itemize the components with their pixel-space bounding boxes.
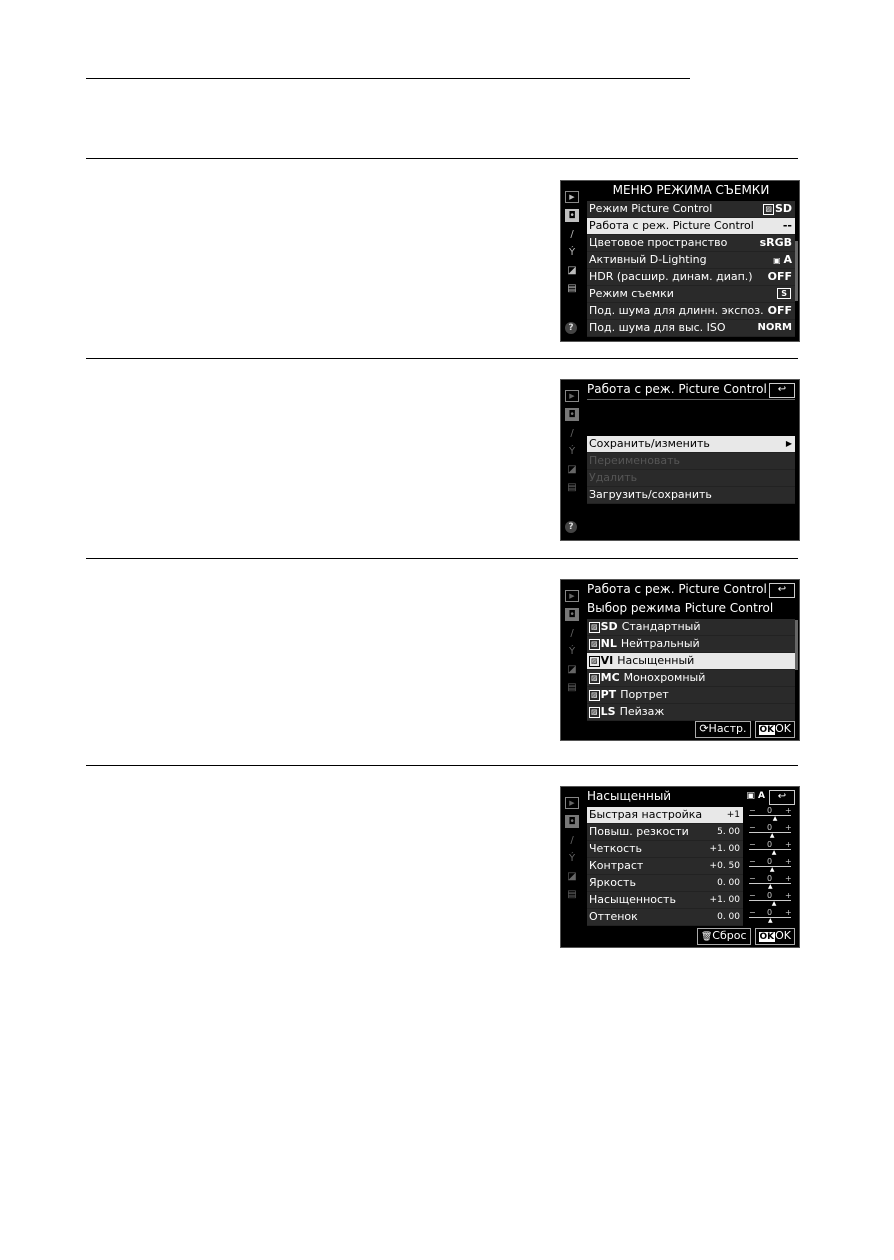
d-lighting-badge: ▣ A bbox=[746, 791, 765, 801]
parameter-row[interactable] bbox=[587, 909, 743, 926]
recent-settings-icon[interactable]: ▤ bbox=[567, 481, 577, 493]
menu-item-hdr[interactable] bbox=[587, 269, 795, 286]
scale-indicator-icon: ▲ bbox=[772, 815, 778, 822]
parameter-value: 0. 00 bbox=[717, 878, 740, 888]
section-rule-2 bbox=[86, 358, 798, 359]
menu-item-label: Цветовое пространство bbox=[589, 236, 728, 249]
scale-mark: − bbox=[749, 908, 756, 917]
menu-item-label: Под. шума для выс. ISO bbox=[589, 321, 726, 334]
picture-control-vivid[interactable]: ▨ VI Насыщенный bbox=[587, 653, 795, 670]
choose-picture-control-screen bbox=[560, 579, 800, 741]
parameter-label: Яркость bbox=[589, 876, 636, 889]
parameter-label: Быстрая настройка bbox=[589, 808, 703, 821]
scale-mark: − bbox=[749, 823, 756, 832]
menu-title: МЕНЮ РЕЖИМА СЪЕМКИ bbox=[612, 183, 770, 197]
parameter-row[interactable] bbox=[587, 807, 743, 824]
scale-mark: − bbox=[749, 840, 756, 849]
retouch-menu-icon[interactable]: ◪ bbox=[567, 663, 577, 675]
picture-control-portrait[interactable]: ▨ PT Портрет bbox=[587, 687, 795, 704]
menu-item-label: Работа с реж. Picture Control bbox=[589, 219, 754, 232]
help-icon[interactable]: ? bbox=[565, 322, 577, 334]
parameter-scale bbox=[745, 824, 795, 840]
adjust-button[interactable]: ⟳Настр. bbox=[695, 721, 750, 738]
menu-sidebar bbox=[561, 787, 583, 947]
retouch-menu-icon[interactable]: ◪ bbox=[567, 870, 577, 882]
parameter-scale bbox=[745, 841, 795, 857]
retouch-menu-icon[interactable]: ◪ bbox=[567, 264, 577, 276]
custom-settings-icon[interactable]: / bbox=[570, 228, 574, 240]
scale-mark: − bbox=[749, 891, 756, 900]
scale-mark: 0 bbox=[767, 823, 773, 832]
scale-mark: − bbox=[749, 857, 756, 866]
vivid-settings-screen bbox=[560, 786, 800, 948]
reset-button[interactable]: 🗑Сброс bbox=[697, 928, 751, 945]
playback-menu-icon[interactable]: ▶ bbox=[565, 191, 579, 203]
menu-item-label: Удалить bbox=[589, 471, 638, 484]
setup-menu-icon[interactable]: Ý bbox=[568, 645, 576, 657]
scale-line bbox=[749, 900, 791, 901]
menu-sidebar bbox=[561, 181, 583, 341]
d-lighting-icon: ▣ bbox=[746, 791, 759, 801]
parameter-row[interactable] bbox=[587, 858, 743, 875]
menu-sidebar bbox=[561, 580, 583, 740]
parameter-row[interactable] bbox=[587, 875, 743, 892]
menu-item-label: Режим Picture Control bbox=[589, 202, 713, 215]
screen-title: Насыщенный bbox=[587, 789, 672, 803]
menu-item-long-exposure-nr[interactable] bbox=[587, 303, 795, 320]
menu-item-rename[interactable] bbox=[587, 453, 795, 470]
scale-mark: 0 bbox=[767, 874, 773, 883]
picture-control-icon: ▨ bbox=[591, 623, 598, 631]
picture-control-label: Монохромный bbox=[623, 671, 706, 684]
scale-mark: + bbox=[785, 823, 792, 832]
trash-icon: 🗑 bbox=[700, 932, 713, 942]
screen-footer bbox=[695, 721, 795, 738]
setup-menu-icon[interactable]: Ý bbox=[568, 445, 576, 457]
custom-settings-icon[interactable]: / bbox=[570, 427, 574, 439]
setup-menu-icon[interactable]: Ý bbox=[568, 852, 576, 864]
menu-item-value: sRGB bbox=[759, 236, 792, 249]
manage-picture-control-screen bbox=[560, 379, 800, 541]
section-rule-4 bbox=[86, 765, 798, 766]
parameter-row[interactable] bbox=[587, 841, 743, 858]
shooting-menu-icon[interactable]: ◘ bbox=[565, 408, 579, 421]
shooting-menu-icon[interactable]: ◘ bbox=[565, 815, 579, 828]
picture-control-landscape[interactable]: ▨ LS Пейзаж bbox=[587, 704, 795, 721]
back-icon[interactable]: ↩ bbox=[769, 383, 795, 398]
scale-mark: + bbox=[785, 891, 792, 900]
parameter-value: 0. 00 bbox=[717, 912, 740, 922]
scale-line bbox=[749, 849, 791, 850]
shooting-menu-icon[interactable]: ◘ bbox=[565, 209, 579, 222]
scale-mark: + bbox=[785, 840, 792, 849]
parameter-row[interactable] bbox=[587, 824, 743, 841]
parameter-label: Оттенок bbox=[589, 910, 638, 923]
picture-control-icon: ▨ bbox=[591, 674, 598, 682]
parameter-value: +1. 00 bbox=[709, 895, 740, 905]
menu-item-delete[interactable] bbox=[587, 470, 795, 487]
picture-control-label: Нейтральный bbox=[620, 637, 700, 650]
picture-control-label: Стандартный bbox=[621, 620, 701, 633]
scrollbar[interactable] bbox=[795, 620, 798, 670]
parameter-label: Четкость bbox=[589, 842, 643, 855]
menu-item-value: NORM bbox=[757, 322, 792, 333]
picture-control-icon: ▨ bbox=[765, 205, 772, 213]
screen-subtitle: Выбор режима Picture Control bbox=[587, 601, 774, 615]
parameter-label: Контраст bbox=[589, 859, 644, 872]
menu-item-label: Сохранить/изменить bbox=[589, 437, 710, 450]
playback-menu-icon[interactable]: ▶ bbox=[565, 390, 579, 402]
scale-indicator-icon: ▲ bbox=[768, 883, 773, 890]
header-rule bbox=[86, 78, 690, 79]
scale-indicator-icon: ▲ bbox=[771, 849, 777, 856]
ok-button[interactable]: OKOK bbox=[755, 721, 796, 738]
scale-mark: 0 bbox=[767, 840, 773, 849]
scale-indicator-icon: ▲ bbox=[769, 832, 775, 839]
menu-item-value: -- bbox=[782, 219, 792, 232]
menu-item-value: OFF bbox=[767, 304, 792, 317]
menu-item-high-iso-nr[interactable] bbox=[587, 320, 795, 337]
picture-control-icon: ▨ bbox=[591, 708, 598, 716]
menu-item-label: HDR (расшир. динам. диап.) bbox=[589, 270, 753, 283]
picture-control-standard[interactable]: ▨ SD Стандартный bbox=[587, 619, 795, 636]
menu-item-value: ▨ SD bbox=[765, 202, 792, 215]
shooting-menu-screen bbox=[560, 180, 800, 342]
picture-control-label: Пейзаж bbox=[619, 705, 665, 718]
picture-control-label: Насыщенный bbox=[617, 654, 695, 667]
menu-item-label: Активный D-Lighting bbox=[589, 253, 707, 266]
scale-mark: 0 bbox=[767, 806, 773, 815]
scale-mark: + bbox=[785, 857, 792, 866]
parameter-scale bbox=[745, 892, 795, 908]
menu-item-manage-picture-control[interactable] bbox=[587, 218, 795, 235]
retouch-menu-icon[interactable]: ◪ bbox=[567, 463, 577, 475]
picture-control-neutral[interactable]: ▨ NL Нейтральный bbox=[587, 636, 795, 653]
parameter-scale bbox=[745, 807, 795, 823]
scale-mark: + bbox=[785, 806, 792, 815]
parameter-scale bbox=[745, 875, 795, 891]
parameter-scale bbox=[745, 858, 795, 874]
menu-item-label: Загрузить/сохранить bbox=[589, 488, 712, 501]
dial-icon: ⟳ bbox=[699, 722, 709, 735]
help-icon[interactable]: ? bbox=[565, 521, 577, 533]
recent-settings-icon[interactable]: ▤ bbox=[567, 282, 577, 294]
scale-mark: 0 bbox=[767, 857, 773, 866]
menu-item-shooting-mode[interactable] bbox=[587, 286, 795, 303]
menu-item-load-save[interactable] bbox=[587, 487, 795, 504]
menu-item-value: ▣ A bbox=[773, 253, 792, 266]
menu-item-active-d-lighting[interactable] bbox=[587, 252, 795, 269]
shooting-menu-icon[interactable]: ◘ bbox=[565, 608, 579, 621]
back-icon[interactable]: ↩ bbox=[769, 583, 795, 598]
chevron-right-icon: ▶ bbox=[785, 439, 792, 448]
picture-control-icon: ▨ bbox=[591, 691, 598, 699]
menu-item-label: Переименовать bbox=[589, 454, 681, 467]
custom-settings-icon[interactable]: / bbox=[570, 834, 574, 846]
menu-item-color-space[interactable] bbox=[587, 235, 795, 252]
picture-control-icon: ▨ bbox=[591, 640, 598, 648]
picture-control-icon: ▨ bbox=[591, 657, 598, 665]
scale-mark: + bbox=[785, 908, 792, 917]
screen-footer bbox=[697, 928, 795, 945]
section-rule-1 bbox=[86, 158, 798, 159]
title-divider bbox=[587, 399, 795, 400]
scale-mark: − bbox=[749, 874, 756, 883]
scale-indicator-icon: ▲ bbox=[769, 866, 775, 873]
screen-title: Работа с реж. Picture Control bbox=[587, 382, 767, 396]
parameter-label: Повыш. резкости bbox=[589, 825, 689, 838]
scale-mark: − bbox=[749, 806, 756, 815]
custom-settings-icon[interactable]: / bbox=[570, 627, 574, 639]
screen-title: Работа с реж. Picture Control bbox=[587, 582, 767, 596]
back-icon[interactable]: ↩ bbox=[769, 790, 795, 805]
d-lighting-icon: ▣ bbox=[773, 256, 784, 265]
parameter-scale bbox=[745, 909, 795, 925]
parameter-label: Насыщенность bbox=[589, 893, 676, 906]
menu-item-save-edit[interactable] bbox=[587, 436, 795, 453]
setup-menu-icon[interactable]: Ý bbox=[568, 246, 576, 258]
ok-icon: OK bbox=[759, 725, 775, 735]
section-rule-3 bbox=[86, 558, 798, 559]
scale-mark: + bbox=[785, 874, 792, 883]
scale-indicator-icon: ▲ bbox=[771, 900, 777, 907]
parameter-value: +0. 50 bbox=[709, 861, 740, 871]
scale-mark: 0 bbox=[767, 891, 773, 900]
menu-item-label: Под. шума для длинн. экспоз. bbox=[589, 304, 764, 317]
scale-indicator-icon: ▲ bbox=[768, 917, 773, 924]
menu-sidebar bbox=[561, 380, 583, 540]
picture-control-monochrome[interactable]: ▨ MC Монохромный bbox=[587, 670, 795, 687]
ok-icon: OK bbox=[759, 932, 775, 942]
ok-button[interactable]: OKOK bbox=[755, 928, 796, 945]
menu-item-picture-control[interactable] bbox=[587, 201, 795, 218]
recent-settings-icon[interactable]: ▤ bbox=[567, 888, 577, 900]
scale-mark: 0 bbox=[767, 908, 773, 917]
playback-menu-icon[interactable]: ▶ bbox=[565, 590, 579, 602]
scrollbar[interactable] bbox=[795, 241, 798, 301]
parameter-value: +1. 00 bbox=[709, 844, 740, 854]
parameter-value: 5. 00 bbox=[717, 827, 740, 837]
recent-settings-icon[interactable]: ▤ bbox=[567, 681, 577, 693]
picture-control-label: Портрет bbox=[620, 688, 669, 701]
parameter-row[interactable] bbox=[587, 892, 743, 909]
menu-item-value: S bbox=[777, 286, 792, 302]
playback-menu-icon[interactable]: ▶ bbox=[565, 797, 579, 809]
parameter-value: +1 bbox=[726, 810, 740, 820]
menu-item-value: OFF bbox=[767, 270, 792, 283]
scale-line bbox=[749, 815, 791, 816]
menu-item-label: Режим съемки bbox=[589, 287, 674, 300]
